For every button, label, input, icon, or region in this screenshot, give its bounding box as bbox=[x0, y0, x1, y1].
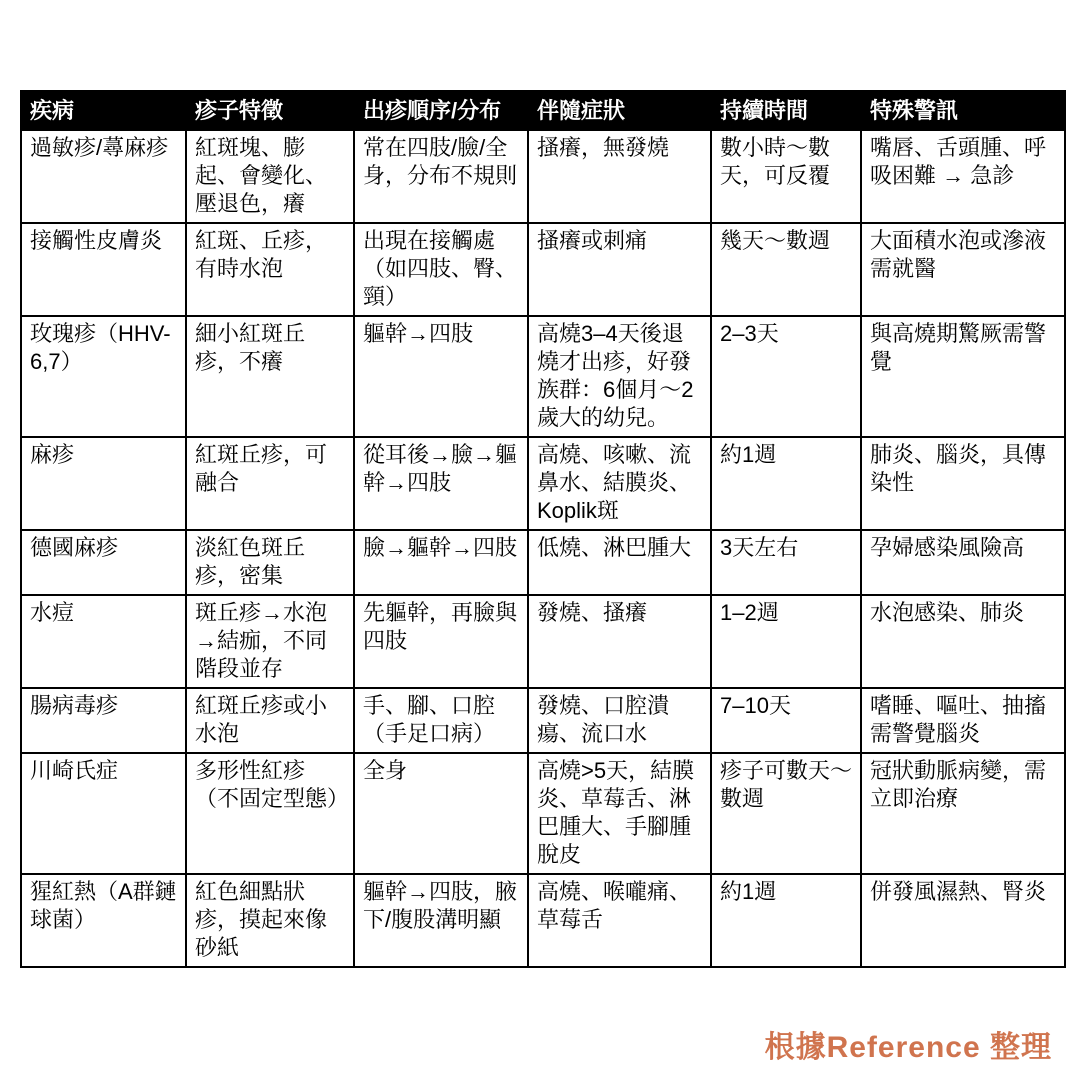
table-header-row bbox=[21, 91, 1065, 130]
cell-warning: 大面積水泡或滲液需就醫 bbox=[861, 223, 1065, 316]
column-header-features: 疹子特徵 bbox=[186, 91, 354, 130]
cell-distribution: 從耳後→臉→軀幹→四肢 bbox=[354, 437, 528, 530]
cell-features: 細小紅斑丘疹，不癢 bbox=[186, 316, 354, 437]
table-row bbox=[21, 316, 1065, 437]
table-row bbox=[21, 688, 1065, 753]
table-row bbox=[21, 130, 1065, 223]
cell-symptoms: 高燒3–4天後退燒才出疹，好發族群：6個月～2歲大的幼兒。 bbox=[528, 316, 711, 437]
column-header-warning: 特殊警訊 bbox=[861, 91, 1065, 130]
cell-disease: 麻疹 bbox=[21, 437, 186, 530]
cell-warning: 嗜睡、嘔吐、抽搐需警覺腦炎 bbox=[861, 688, 1065, 753]
cell-duration: 疹子可數天～數週 bbox=[711, 753, 861, 874]
table-row bbox=[21, 595, 1065, 688]
cell-duration: 約1週 bbox=[711, 874, 861, 967]
cell-duration: 1–2週 bbox=[711, 595, 861, 688]
cell-distribution: 臉→軀幹→四肢 bbox=[354, 530, 528, 595]
cell-duration: 幾天～數週 bbox=[711, 223, 861, 316]
cell-features: 紅斑塊、膨起、會變化、壓退色，癢 bbox=[186, 130, 354, 223]
cell-symptoms: 低燒、淋巴腫大 bbox=[528, 530, 711, 595]
cell-warning: 嘴唇、舌頭腫、呼吸困難 → 急診 bbox=[861, 130, 1065, 223]
cell-features: 斑丘疹→水泡→結痂，不同階段並存 bbox=[186, 595, 354, 688]
cell-symptoms: 高燒、喉嚨痛、草莓舌 bbox=[528, 874, 711, 967]
cell-warning: 孕婦感染風險高 bbox=[861, 530, 1065, 595]
cell-distribution: 軀幹→四肢 bbox=[354, 316, 528, 437]
cell-warning: 與高燒期驚厥需警覺 bbox=[861, 316, 1065, 437]
cell-distribution: 手、腳、口腔（手足口病） bbox=[354, 688, 528, 753]
column-header-distribution: 出疹順序/分布 bbox=[354, 91, 528, 130]
column-header-disease: 疾病 bbox=[21, 91, 186, 130]
cell-disease: 猩紅熱（A群鏈球菌） bbox=[21, 874, 186, 967]
column-header-symptoms: 伴隨症狀 bbox=[528, 91, 711, 130]
cell-warning: 肺炎、腦炎，具傳染性 bbox=[861, 437, 1065, 530]
cell-duration: 7–10天 bbox=[711, 688, 861, 753]
cell-disease: 過敏疹/蕁麻疹 bbox=[21, 130, 186, 223]
cell-disease: 腸病毒疹 bbox=[21, 688, 186, 753]
cell-disease: 水痘 bbox=[21, 595, 186, 688]
table-row bbox=[21, 437, 1065, 530]
cell-features: 多形性紅疹（不固定型態） bbox=[186, 753, 354, 874]
cell-duration: 2–3天 bbox=[711, 316, 861, 437]
cell-symptoms: 搔癢，無發燒 bbox=[528, 130, 711, 223]
cell-duration: 3天左右 bbox=[711, 530, 861, 595]
cell-features: 紅斑丘疹，可融合 bbox=[186, 437, 354, 530]
footer-credit: 根據Reference 整理 bbox=[764, 1031, 1052, 1064]
cell-duration: 約1週 bbox=[711, 437, 861, 530]
cell-warning: 冠狀動脈病變，需立即治療 bbox=[861, 753, 1065, 874]
cell-distribution: 出現在接觸處（如四肢、臀、頸） bbox=[354, 223, 528, 316]
table-row bbox=[21, 874, 1065, 967]
cell-features: 紅色細點狀疹，摸起來像砂紙 bbox=[186, 874, 354, 967]
cell-disease: 接觸性皮膚炎 bbox=[21, 223, 186, 316]
cell-features: 紅斑丘疹或小水泡 bbox=[186, 688, 354, 753]
table-row bbox=[21, 530, 1065, 595]
cell-warning: 水泡感染、肺炎 bbox=[861, 595, 1065, 688]
cell-distribution: 先軀幹，再臉與四肢 bbox=[354, 595, 528, 688]
cell-symptoms: 高燒>5天，結膜炎、草莓舌、淋巴腫大、手腳腫脫皮 bbox=[528, 753, 711, 874]
table-row bbox=[21, 223, 1065, 316]
cell-distribution: 全身 bbox=[354, 753, 528, 874]
cell-distribution: 軀幹→四肢，腋下/腹股溝明顯 bbox=[354, 874, 528, 967]
cell-features: 紅斑、丘疹，有時水泡 bbox=[186, 223, 354, 316]
cell-warning: 併發風濕熱、腎炎 bbox=[861, 874, 1065, 967]
table-row bbox=[21, 753, 1065, 874]
cell-symptoms: 發燒、口腔潰瘍、流口水 bbox=[528, 688, 711, 753]
cell-disease: 川崎氏症 bbox=[21, 753, 186, 874]
cell-symptoms: 搔癢或刺痛 bbox=[528, 223, 711, 316]
cell-distribution: 常在四肢/臉/全身，分布不規則 bbox=[354, 130, 528, 223]
column-header-duration: 持續時間 bbox=[711, 91, 861, 130]
cell-duration: 數小時～數天，可反覆 bbox=[711, 130, 861, 223]
cell-symptoms: 發燒、搔癢 bbox=[528, 595, 711, 688]
cell-disease: 玫瑰疹（HHV-6,7） bbox=[21, 316, 186, 437]
cell-disease: 德國麻疹 bbox=[21, 530, 186, 595]
cell-features: 淡紅色斑丘疹，密集 bbox=[186, 530, 354, 595]
rash-comparison-table bbox=[20, 90, 1066, 968]
cell-symptoms: 高燒、咳嗽、流鼻水、結膜炎、Koplik斑 bbox=[528, 437, 711, 530]
